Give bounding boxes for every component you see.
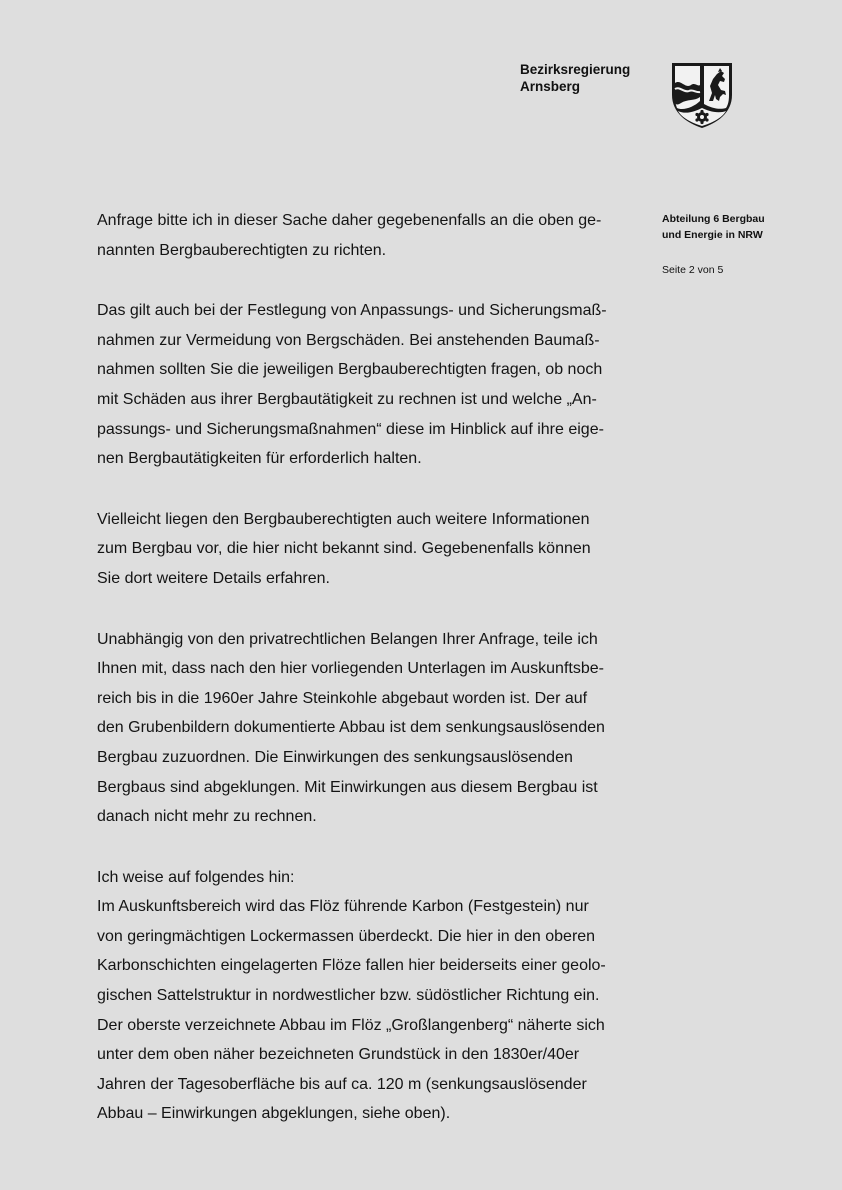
org-name-line1: Bezirksregierung bbox=[520, 62, 631, 77]
coat-of-arms-icon bbox=[669, 61, 735, 129]
paragraph bbox=[97, 505, 642, 594]
department-name bbox=[662, 211, 822, 243]
text-line: Karbonschichten eingelagerten Flöze fallen hier beiderseits einer geolo- bbox=[97, 957, 606, 975]
department-line1: Abteilung 6 Bergbau bbox=[662, 213, 765, 225]
text-line: Jahren der Tagesoberfläche bis auf ca. 120 m (senkungsauslösender bbox=[97, 1075, 587, 1093]
letterhead-organization bbox=[520, 61, 630, 95]
text-line: nahmen sollten Sie die jeweiligen Bergbauberechtigten fragen, ob noch bbox=[97, 361, 603, 379]
department-line2: und Energie in NRW bbox=[662, 229, 763, 241]
text-line: gischen Sattelstruktur in nordwestlicher bzw. südöstlicher Richtung ein. bbox=[97, 987, 600, 1005]
text-line: nannten Bergbauberechtigten zu richten. bbox=[97, 241, 387, 259]
text-line: mit Schäden aus ihrer Bergbautätigkeit zu rechnen ist und welche „An- bbox=[97, 390, 597, 408]
text-line: Das gilt auch bei der Festlegung von Anpassungs- und Sicherungsmaß- bbox=[97, 302, 607, 320]
paragraph bbox=[97, 296, 642, 474]
text-line: danach nicht mehr zu rechnen. bbox=[97, 808, 317, 826]
letter-body bbox=[97, 206, 642, 1160]
text-line: von geringmächtigen Lockermassen überdeckt. Die hier in den oberen bbox=[97, 927, 596, 945]
text-line: nen Bergbautätigkeiten für erforderlich halten. bbox=[97, 450, 422, 468]
text-line: Anfrage bitte ich in dieser Sache daher gegebenenfalls an die oben ge- bbox=[97, 212, 602, 229]
paragraph bbox=[97, 625, 642, 832]
text-line: Ich weise auf folgendes hin: bbox=[97, 868, 295, 886]
org-name-line2: Arnsberg bbox=[520, 79, 581, 94]
sidebar-info bbox=[662, 211, 822, 277]
text-line: zum Bergbau vor, die hier nicht bekannt sind. Gegebenenfalls können bbox=[97, 540, 591, 558]
text-line: Abbau – Einwirkungen abgeklungen, siehe oben). bbox=[97, 1105, 451, 1123]
text-line: Sie dort weitere Details erfahren. bbox=[97, 569, 330, 587]
text-line: Bergbaus sind abgeklungen. Mit Einwirkungen aus diesem Bergbau ist bbox=[97, 778, 598, 796]
text-line: Vielleicht liegen den Bergbauberechtigten auch weitere Informationen bbox=[97, 510, 590, 528]
text-line: Bergbau zuzuordnen. Die Einwirkungen des senkungsauslösenden bbox=[97, 748, 573, 766]
text-line: Ihnen mit, dass nach den hier vorliegenden Unterlagen im Auskunftsbe- bbox=[97, 660, 604, 678]
text-line: passungs- und Sicherungsmaßnahmen“ diese im Hinblick auf ihre eige- bbox=[97, 420, 604, 438]
text-line: nahmen zur Vermeidung von Bergschäden. Bei anstehenden Baumaß- bbox=[97, 331, 600, 349]
text-line: Im Auskunftsbereich wird das Flöz führende Karbon (Festgestein) nur bbox=[97, 898, 589, 916]
text-line: unter dem oben näher bezeichneten Grundstück in den 1830er/40er bbox=[97, 1046, 580, 1064]
text-line: reich bis in die 1960er Jahre Steinkohle abgebaut worden ist. Der auf bbox=[97, 689, 588, 707]
paragraph bbox=[97, 863, 642, 1129]
paragraph bbox=[97, 206, 642, 265]
text-line: Der oberste verzeichnete Abbau im Flöz „Großlangenberg“ näherte sich bbox=[97, 1016, 605, 1034]
text-line: Unabhängig von den privatrechtlichen Belangen Ihrer Anfrage, teile ich bbox=[97, 630, 598, 648]
text-line: den Grubenbildern dokumentierte Abbau ist dem senkungsauslösenden bbox=[97, 719, 605, 737]
page-number: Seite 2 von 5 bbox=[662, 264, 724, 276]
